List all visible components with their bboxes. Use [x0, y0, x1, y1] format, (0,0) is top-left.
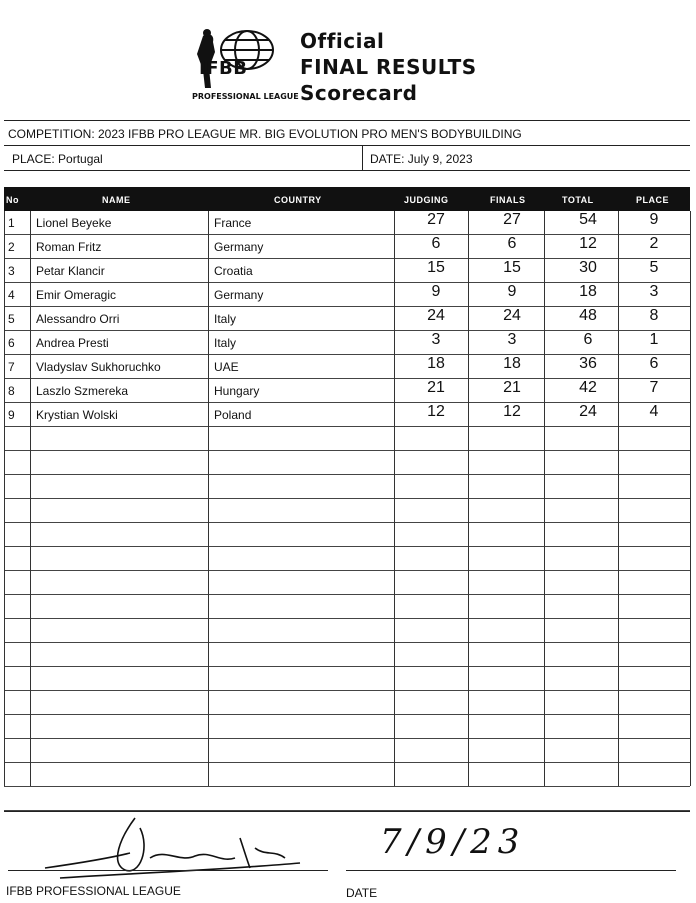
table-row	[4, 523, 690, 547]
total-score: 36	[579, 355, 597, 372]
total-score: 42	[579, 379, 597, 396]
place-date-row	[4, 146, 690, 171]
athlete-country: Germany	[214, 240, 264, 254]
athlete-name: Roman Fritz	[36, 240, 102, 254]
athlete-country: Croatia	[214, 264, 253, 278]
competition-text: COMPETITION: 2023 IFBB PRO LEAGUE MR. BIG EVOLUTION PRO MEN'S BODYBUILDING	[8, 127, 522, 141]
signature-footer	[0, 800, 696, 903]
row-number: 4	[8, 288, 15, 302]
final-place: 1	[649, 331, 659, 348]
finals-score: 3	[507, 331, 517, 348]
handwritten-date: 7/9/23	[380, 822, 526, 862]
table-row	[4, 499, 690, 523]
info-divider	[362, 146, 363, 170]
date-line	[346, 870, 676, 871]
judging-score: 24	[427, 307, 445, 324]
table-row	[4, 571, 690, 595]
athlete-name: Vladyslav Sukhoruchko	[36, 360, 161, 374]
column-divider	[30, 211, 31, 786]
table-row	[4, 307, 690, 331]
athlete-name: Laszlo Szmereka	[36, 384, 129, 398]
table-row	[4, 475, 690, 499]
column-divider	[690, 211, 691, 786]
finals-score: 24	[503, 307, 521, 324]
table-header	[4, 187, 690, 211]
column-divider	[208, 211, 209, 786]
organization-label: IFBB PROFESSIONAL LEAGUE	[6, 884, 181, 898]
table-row	[4, 595, 690, 619]
header-place: PLACE	[636, 195, 670, 205]
row-number: 1	[8, 216, 15, 230]
table-row	[4, 691, 690, 715]
row-number: 5	[8, 312, 15, 326]
judging-score: 12	[427, 403, 445, 420]
table-row	[4, 739, 690, 763]
header-no: No	[6, 195, 19, 205]
athlete-country: Italy	[214, 336, 237, 350]
judging-score: 15	[427, 259, 445, 276]
row-number: 9	[8, 408, 15, 422]
column-divider	[618, 211, 619, 786]
signature-icon	[40, 808, 340, 888]
judging-score: 21	[427, 379, 445, 396]
final-place: 2	[649, 235, 659, 252]
judging-score: 18	[427, 355, 445, 372]
logo-subtext: PROFESSIONAL LEAGUE	[192, 92, 299, 101]
title-line-2: FINAL RESULTS	[300, 55, 477, 79]
header-name: NAME	[102, 195, 131, 205]
judging-score: 6	[431, 235, 441, 252]
row-number: 2	[8, 240, 15, 254]
athlete-name: Alessandro Orri	[36, 312, 120, 326]
judging-score: 27	[427, 211, 445, 228]
final-place: 6	[649, 355, 659, 372]
date-text: DATE: July 9, 2023	[370, 152, 473, 166]
athlete-name: Krystian Wolski	[36, 408, 118, 422]
document-title	[300, 28, 477, 106]
total-score: 6	[583, 331, 593, 348]
place-text: PLACE: Portugal	[12, 152, 103, 166]
table-row	[4, 235, 690, 259]
header-finals: FINALS	[490, 195, 526, 205]
total-score: 48	[579, 307, 597, 324]
total-score: 12	[579, 235, 597, 252]
final-place: 3	[649, 283, 659, 300]
event-info	[4, 120, 690, 171]
table-row	[4, 403, 690, 427]
table-row	[4, 547, 690, 571]
finals-score: 27	[503, 211, 521, 228]
athlete-country: Germany	[214, 288, 264, 302]
total-score: 54	[579, 211, 597, 228]
total-score: 18	[579, 283, 597, 300]
total-score: 24	[579, 403, 597, 420]
row-number: 8	[8, 384, 15, 398]
row-number: 6	[8, 336, 15, 350]
date-label: DATE	[346, 886, 378, 900]
table-row	[4, 715, 690, 739]
athlete-country: France	[214, 216, 252, 230]
judging-score: 9	[431, 283, 441, 300]
table-body	[4, 211, 690, 812]
athlete-country: UAE	[214, 360, 239, 374]
athlete-name: Petar Klancir	[36, 264, 105, 278]
signature-line	[8, 870, 328, 871]
title-line-1: Official	[300, 29, 385, 53]
finals-score: 6	[507, 235, 517, 252]
final-place: 5	[649, 259, 659, 276]
competition-row	[4, 121, 690, 146]
table-row	[4, 427, 690, 451]
table-row	[4, 763, 690, 787]
table-left-border	[4, 211, 5, 786]
finals-score: 12	[503, 403, 521, 420]
column-divider	[468, 211, 469, 786]
athlete-name: Emir Omeragic	[36, 288, 117, 302]
table-row	[4, 355, 690, 379]
athlete-country: Poland	[214, 408, 252, 422]
row-number: 7	[8, 360, 15, 374]
results-table	[4, 187, 690, 812]
logo-text: IFBB	[199, 58, 248, 79]
judging-score: 3	[431, 331, 441, 348]
finals-score: 21	[503, 379, 521, 396]
header-judging: JUDGING	[404, 195, 449, 205]
finals-score: 9	[507, 283, 517, 300]
title-line-3: Scorecard	[300, 81, 418, 105]
final-place: 4	[649, 403, 659, 420]
table-row	[4, 331, 690, 355]
header-total: TOTAL	[562, 195, 594, 205]
athlete-country: Italy	[214, 312, 237, 326]
table-row	[4, 283, 690, 307]
column-divider	[394, 211, 395, 786]
athlete-name: Lionel Beyeke	[36, 216, 112, 230]
table-row	[4, 259, 690, 283]
header-country: COUNTRY	[274, 195, 322, 205]
table-row	[4, 619, 690, 643]
table-row	[4, 211, 690, 235]
athlete-country: Hungary	[214, 384, 260, 398]
final-place: 9	[649, 211, 659, 228]
final-place: 7	[649, 379, 659, 396]
total-score: 30	[579, 259, 597, 276]
athlete-name: Andrea Presti	[36, 336, 109, 350]
document-header	[0, 0, 696, 120]
final-place: 8	[649, 307, 659, 324]
row-number: 3	[8, 264, 15, 278]
table-row	[4, 451, 690, 475]
finals-score: 15	[503, 259, 521, 276]
column-divider	[544, 211, 545, 786]
finals-score: 18	[503, 355, 521, 372]
table-row	[4, 643, 690, 667]
table-row	[4, 667, 690, 691]
table-row	[4, 379, 690, 403]
